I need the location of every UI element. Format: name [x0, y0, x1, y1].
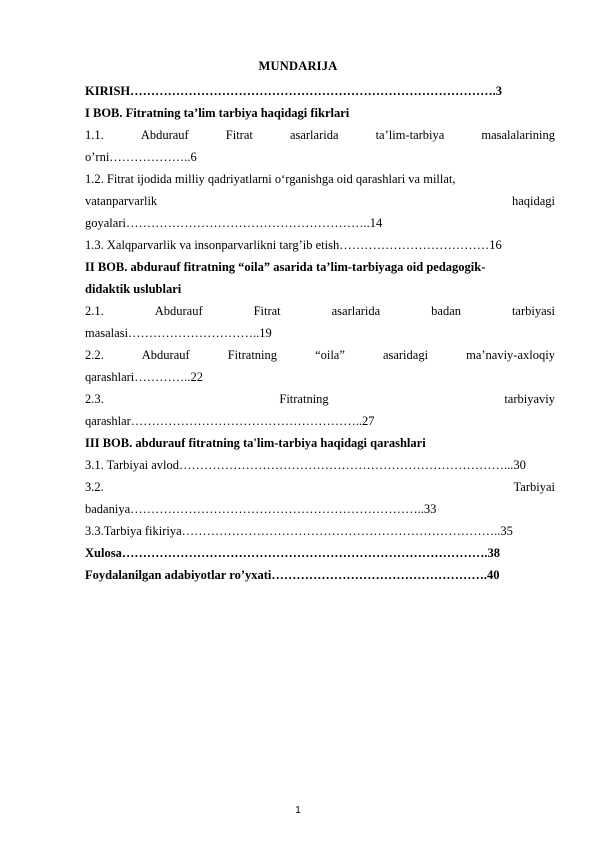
toc-entry-1-1 — [85, 124, 555, 146]
toc-word: masalalarining — [481, 128, 555, 142]
toc-entry-1-2: 1.2. Fitrat ijodida milliy qadriyatlarni o‘rganishga oid qarashlari va millat, — [85, 172, 456, 186]
toc-word: Abdurauf — [141, 348, 190, 362]
toc-entry-2-2 — [85, 344, 555, 366]
toc-word: asarlarida — [289, 128, 339, 142]
toc-chapter-2-heading: II BOB. abdurauf fitratning “oila” asarida ta’lim-tarbiyaga oid pedagogik- — [85, 260, 486, 274]
page-title: MUNDARIJA — [258, 59, 338, 73]
toc-word: Tarbiyai — [513, 480, 555, 494]
toc-word: 1.1. — [85, 128, 104, 142]
toc-entry-2-3-continuation: qarashlar………………………………………………..27 — [85, 414, 375, 428]
toc-word: “oila” — [315, 348, 345, 362]
toc-chapter-3-heading: III BOB. abdurauf fitratning ta'lim-tarbiya haqidagi qarashlari — [85, 436, 426, 450]
toc-word: Fitrat — [253, 304, 281, 318]
toc-entry-3-3: 3.3.Tarbiya fikiriya…………………………………………………………………..35 — [85, 524, 513, 538]
toc-word: badan — [431, 304, 461, 318]
toc-word: ta’lim-tarbiya — [375, 128, 445, 142]
page-number: 1 — [295, 805, 301, 816]
table-of-contents — [85, 80, 555, 586]
toc-word: 2.1. — [85, 304, 104, 318]
toc-word: 2.3. — [85, 392, 104, 406]
toc-word: Fitrat — [225, 128, 253, 142]
toc-entry-2-2-continuation: qarashlari…………..22 — [85, 370, 204, 384]
toc-entry-adabiyotlar: Foydalanilgan adabiyotlar ro’yxati…………………………………………….40 — [85, 568, 500, 582]
toc-entry-1-3: 1.3. Xalqparvarlik va insonparvarlikni targ’ib etish………………………………16 — [85, 238, 502, 252]
toc-entry-3-2 — [85, 476, 555, 498]
toc-word: tarbiyaviy — [504, 392, 555, 406]
toc-word: vatanparvarlik — [85, 194, 158, 208]
toc-word: Fitratning — [227, 348, 278, 362]
toc-word: 3.2. — [85, 480, 104, 494]
toc-word: Abdurauf — [140, 128, 189, 142]
toc-entry-2-1 — [85, 300, 555, 322]
toc-entry-1-2-line-3: goyalari…………………………………………………..14 — [85, 216, 383, 230]
toc-entry-xulosa: Xulosa…………………………………………………………………………….38 — [85, 546, 500, 560]
toc-word: asarlarida — [331, 304, 381, 318]
toc-word: Fitratning — [279, 392, 329, 406]
toc-word: Abdurauf — [154, 304, 203, 318]
toc-entry-2-1-continuation: masalasi…………………………..19 — [85, 326, 272, 340]
toc-word: asaridagi — [382, 348, 429, 362]
toc-entry-kirish: KIRISH…………………………………………………………………………….3 — [85, 84, 503, 98]
toc-word: tarbiyasi — [511, 304, 555, 318]
toc-word: ma’naviy-axloqiy — [466, 348, 555, 362]
toc-word: haqidagi — [511, 194, 555, 208]
toc-entry-2-3 — [85, 388, 555, 410]
toc-entry-3-1: 3.1. Tarbiyai avlod……………………………………………………………………...30 — [85, 458, 526, 472]
toc-entry-1-2-line-2 — [85, 190, 555, 212]
toc-entry-1-1-continuation: o’rni………………..6 — [85, 150, 197, 164]
toc-word: 2.2. — [85, 348, 104, 362]
toc-chapter-2-heading-cont: didaktik uslublari — [85, 282, 182, 296]
toc-chapter-1-heading: I BOB. Fitratning ta’lim tarbiya haqidagi fikrlari — [85, 106, 350, 120]
toc-entry-3-2-continuation: badaniya……………………………………………………………..33 — [85, 502, 437, 516]
